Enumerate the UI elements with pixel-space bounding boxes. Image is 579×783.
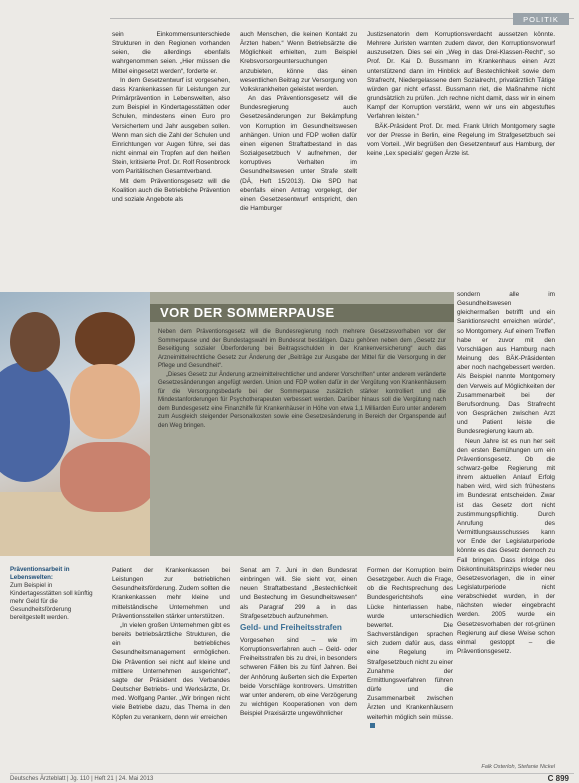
info-box-title: VOR DER SOMMERPAUSE <box>150 304 454 322</box>
article-column-5 <box>240 566 357 622</box>
paragraph: Formen der Korruption beim Gesetzgeber. Auch die Frage, ob die Rechtsprechung des Bundesgerichtshofs eine Lücke hinterlassen habe, wurde unterschiedlich bewertet. Die Sachverständigen sprachen sich zudem dafür aus, dass eine Regelung im Strafgesetzbuch nicht zu einer Zunahme der Ermittlungsverfahren führen dürfe und die Zusammenarbeit zwischen Ärzten und Krankenhäusern weiterhin möglich sein müsse. <box>367 566 453 731</box>
paragraph: Justizsenatorin dem Korruptionsverdacht aussetzen könnte. Mehrere Juristen warnten zudem davor, den Korruptionsvorwurf auszusetzen. Dies sei ein „Weg in das Drei-Klassen-Recht“, so Prof. Dr. Kai D. Bussmann im Krankenhaus einen Arzt unterstützend dann im Hinblick auf Bestechlichkeit sowie dem Strafrecht, Niedergelassene dem Sozialrecht, privatärztlich Tätige würden gar nicht erfasst. Bussmann riet, die Maßnahme nicht grundsätzlich zu prüfen. „Ich rechne nicht damit, dass wir in einem Kampf der Korruption verstärkt, wenn wir uns ein abgestuftes Verfahren leisten.“ <box>367 31 555 121</box>
journal-footer: Deutsches Ärzteblatt | Jg. 110 | Heft 21 | 24. Mai 2013 <box>10 776 154 782</box>
info-box-paragraph: Neben dem Präventionsgesetz will die Bundesregierung noch mehrere Gesetzesvorhaben vor der Sommerpause und der Bundestagswahl im Bundesrat bestätigen. Dazu gehören neben dem „Gesetz zur Beseitigung sozialer Überforderung bei Beitragsschulden in der Krankenversicherung“ auch das Arzneimittelrechtliche Gesetz zur Änderung der „Beiträge zur Ausgabe der Mittel für die Versorgung in der Pflege und Gesundheit“. <box>158 329 446 369</box>
info-box <box>150 292 454 556</box>
paragraph: Neun Jahre ist es nun her seit den ersten Bemühungen um ein Präventionsgesetz. Ob die schwarz-gelbe Regierung mit ihrem aktuellen Anlauf Erfolg haben wird, wird sich frühestens im Bundesrat entscheiden. Zwar ist das Gesetz dort nicht zustimmungspflichtig. Durch Anrufung des Vermittlungsausschusses kann vor Ende der Legislaturperiode könnte es das Gesetz dennoch zu Fall bringen. Dass infolge des Diskontinuitätsprinzips wieder neu Gesetzesvorlagen, die in einer Legislaturperiode nicht verabschiedet wurden, in der nächsten wieder eingebracht werden. 2005 wurde ein Gesetzesvorhaben der rot-grünen Regierung auf diese Weise schon einmal gestoppt – die Präventionsgesetz. <box>457 437 555 656</box>
paragraph: auch Menschen, die keinen Kontakt zu Ärzten haben.“ Wenn Betriebsärzte die Möglichkeit erhielten, zum Beispiel Krebsvorsorgeuntersuchungen anzubieten, könne das einen wesentlichen Beitrag zur Versorgung von Volkskrankheiten geleistet werden. <box>240 31 357 93</box>
paragraph: Vorgesehen sind – wie im Korruptionsverfahren auch – Geld- oder Freiheitsstrafen bis zu drei, in besonders schweren Fällen bis zu fünf Jahren. Bei der Anhörung äußerten sich die Experten beide Vorschläge kontrovers. Umstritten war unter anderem, ob eine Verzögerung zu wichtigen Kooperationen von dem Beispiel Praxisärzte ungewöhnlicher <box>240 637 357 718</box>
footer-rule <box>10 773 574 774</box>
article-column-2 <box>240 30 357 288</box>
paragraph: sein Einkommensunterschiede Strukturen in den Regionen vorhanden seien, die allerdings ebenfalls wahrgenommen seien. „Hier müssen die Mittel eingesetzt werden“, forderte er. <box>112 31 230 75</box>
article-column-3 <box>367 30 555 288</box>
article-column-4 <box>112 566 230 770</box>
article-column-1 <box>112 30 230 288</box>
info-box-text <box>158 328 446 550</box>
end-mark-icon <box>370 723 375 728</box>
article-column-3-continued <box>457 290 555 685</box>
section-tag: POLITIK <box>513 13 569 25</box>
paragraph: Mit dem Präventionsgesetz will die Koalition auch die Betriebliche Prävention und soziale Angebote als <box>112 177 230 203</box>
subheading: Geld- und Freiheitsstrafen <box>240 623 342 632</box>
paragraph: An das Präventionsgesetz will die Bundesregierung auch Gesetzesänderungen zur Bekämpfung von Korruption im Gesundheitswesen anhängen. Union und FDP wollen dafür einen eigenen Straftatbestand in das Sozialgesetzbuch V aufnehmen, der korruptives Verhalten im Gesundheitswesen unter Strafe stellt (DÄ, Heft 15/2013). Die SPD hat ebenfalls einen Antrag vorgelegt, der einen Gesetzesentwurf entspricht, den die Hamburger <box>240 95 357 212</box>
paragraph: „In vielen großen Unternehmen gibt es bereits betriebsärztliche Strukturen, die ein betriebliches Gesundheitsmanagement ermöglichen. Die Prävention sei nicht auf kleine und mittlere Unternehmen ausgerichtet“, sagte der Präsident des Verbandes Deutscher Betriebs- und Werksärzte, Dr. med. Wolfgang Panter. „Wir bringen nicht viele Betriebe dazu, das Thema in den Köpfen zu verankern, denn wir erreichen <box>112 621 230 721</box>
article-column-6 <box>367 566 453 766</box>
info-box-paragraph: „Dieses Gesetz zur Änderung arzneimittelrechtlicher und anderer Vorschriften“ unter anderem veränderte Gesetzesänderungen angefügt werden. Union und FDP wollen dafür in der Vergütung von Krankenhäusern für die Versorgungsbedarfe bei der Sommerpause zusätzlich stärker kontrolliert und die Mindestanforderungen für Psychotherapeuten verbessert werden. Darüber hinaus soll die Vergütung nach dem Bundesgesetz eine Finanzhilfe für Krankenhäuser in Höhe von etwa 1,1 Milliarden Euro unter anderem zum Ausgleich steigender Personalkosten sowie eine Gesetzesänderung in Bereich der Organspende auf den Weg bringen. <box>158 371 446 429</box>
paragraph: In dem Gesetzentwurf ist vorgesehen, dass Krankenkassen für Leistungen zur Primärprävention in Lebenswelten, also zum Beispiel in Kindertagesstätten oder Schulen, mindestens einen Euro pro Versichertem und Jahr ausgeben sollen. Wenn man sich die Zahl der Schulen und Einrichtungen vor Augen führe, sei das nicht einmal ein Tropfen auf den heißen Stein, kritisierte Prof. Dr. Rolf Rosenbrock vom Paritätischen Gesamtverband. <box>112 76 230 176</box>
page-number: C 899 <box>547 774 569 783</box>
paragraph: Patient der Krankenkassen bei Leistungen zur betrieblichen Gesundheitsförderung. Zudem sollten die Krankenkassen mehr kleine und mittelständische Unternehmen und Präventionsstellen stärker unterstützen. <box>112 567 230 620</box>
photo-caption <box>10 566 100 676</box>
paragraph: Senat am 7. Juni in den Bundesrat einbringen will. Sie sieht vor, einen neuen Straftatbestand „Bestechlichkeit und Bestechung im Gesundheitswesen“ als Paragraf 299 a in das Strafgesetzbuch aufzunehmen. <box>240 567 357 620</box>
paragraph: sondern alle im Gesundheitswesen gleichermaßen betrifft und ein Sanktionsrecht erreichen würde“, so Montgomery. Auf einem Treffen habe er zuvor mit den Vorschlägen aus Hamburg nach Meinung des BÄK-Präsidenten aber noch nachgebessert werden. Als Beispiel nannte Montgomery den Verweis auf Möglichkeiten der Zusammenarbeit bei der Berufsordnung. Das Strafrecht von Gesprächen zwischen Arzt und Patient leiste die Bundesregierung kaum ab. <box>457 291 555 436</box>
top-rule <box>110 18 574 19</box>
children-photo <box>0 292 150 556</box>
paragraph: BÄK-Präsident Prof. Dr. med. Frank Ulrich Montgomery sagte vor der Presse in Berlin, eine Regelung im Strafgesetzbuch sei vom Vorteil. „Wir begrüßen den Gesetzentwurf aus Hamburg, der keine ‚Lex specialis‘ gegen Ärzte ist. <box>367 122 555 158</box>
caption-title: Präventionsarbeit in Lebenswelten: <box>10 566 70 581</box>
author-credit: Falk Osterloh, Stefanie Nickel <box>481 764 555 770</box>
article-column-5-continued <box>240 636 357 768</box>
caption-text: Zum Beispiel in Kindertagesstätten soll künftig mehr Geld für die Gesundheitsförderung bereitgestellt werden. <box>10 582 93 621</box>
